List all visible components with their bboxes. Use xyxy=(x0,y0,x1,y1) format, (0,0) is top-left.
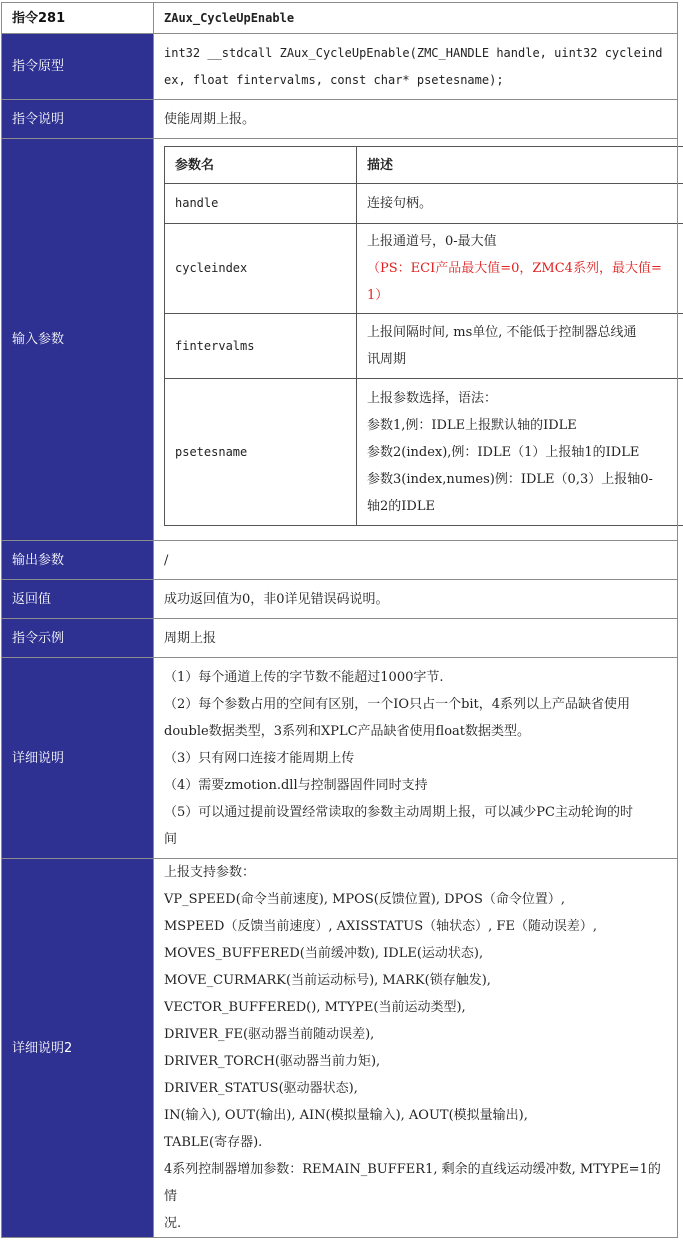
details2-row xyxy=(2,859,678,1238)
details2-line: MOVE_CURMARK(当前运动标号), MARK(锁存触发), xyxy=(164,973,491,988)
param-desc-line: 连接句柄。 xyxy=(367,196,433,211)
param-name: fintervalms xyxy=(165,314,357,379)
param-desc-line: 轴2的IDLE xyxy=(367,498,435,514)
param-note-line: 1） xyxy=(367,288,389,303)
example-label: 指令示例 xyxy=(2,619,154,658)
param-desc-line: 上报间隔时间, ms单位, 不能低于控制器总线通 xyxy=(367,325,637,340)
returns-row xyxy=(2,580,678,619)
col-desc-header: 描述 xyxy=(357,147,683,184)
returns-value: 成功返回值为0，非0详见错误码说明。 xyxy=(154,580,678,619)
param-desc-line: 参数3(index,numes)例：IDLE（0,3）上报轴0- xyxy=(367,471,653,487)
prototype-row xyxy=(2,34,678,100)
returns-label: 返回值 xyxy=(2,580,154,619)
details-line: （1）每个通道上传的字节数不能超过1000字节. xyxy=(164,669,444,685)
param-desc-line: 上报参数选择，语法： xyxy=(367,390,498,406)
details2-line: DRIVER_TORCH(驱动器当前力矩), xyxy=(164,1054,381,1069)
param-row xyxy=(165,379,683,526)
details2-line: MSPEED（反馈当前速度）, AXISSTATUS（轴状态）, FE（随动误差）, xyxy=(164,919,598,934)
param-desc-line: 参数2(index),例：IDLE（1）上报轴1的IDLE xyxy=(367,444,640,460)
details-line: （2）每个参数占用的空间有区别，一个IO只占一个bit，4系列以上产品缺省使用 xyxy=(164,696,631,712)
param-desc xyxy=(357,224,683,314)
inputs-label: 输入参数 xyxy=(2,139,154,541)
param-row xyxy=(165,184,683,224)
param-desc-line: 讯周期 xyxy=(367,352,407,367)
param-note-line: （PS：ECI产品最大值=0，ZMC4系列，最大值= xyxy=(367,261,662,276)
outputs-value: / xyxy=(154,541,678,580)
param-desc xyxy=(357,314,683,379)
param-name: cycleindex xyxy=(165,224,357,314)
details2-line: 况. xyxy=(164,1216,182,1231)
details2-label: 详细说明2 xyxy=(2,859,154,1238)
param-row xyxy=(165,314,683,379)
param-desc xyxy=(357,379,683,526)
details-line: （3）只有网口连接才能周期上传 xyxy=(164,750,355,766)
params-header-row xyxy=(165,147,683,184)
details-line: （5）可以通过提前设置经常读取的参数主动周期上报，可以减少PC主动轮询的时 xyxy=(164,804,633,820)
details2-line: VECTOR_BUFFERED(), MTYPE(当前运动类型), xyxy=(164,1000,466,1015)
inputs-cell xyxy=(154,139,678,541)
param-row xyxy=(165,224,683,314)
details-row xyxy=(2,658,678,859)
details2-line: 4系列控制器增加参数：REMAIN_BUFFER1, 剩余的直线运动缓冲数, MTYPE=1的情 xyxy=(164,1162,661,1204)
details-line: 间 xyxy=(164,831,178,847)
description-value: 使能周期上报。 xyxy=(154,100,678,139)
header-row xyxy=(2,3,678,34)
function-name: ZAux_CycleUpEnable xyxy=(154,3,678,34)
prototype-line: int32 __stdcall ZAux_CycleUpEnable(ZMC_HANDLE handle, uint32 cycleind xyxy=(164,45,663,60)
param-name: handle xyxy=(165,184,357,224)
details2-line: MOVES_BUFFERED(当前缓冲数), IDLE(运动状态), xyxy=(164,946,484,961)
param-desc xyxy=(357,184,683,224)
details2-line: IN(输入), OUT(输出), AIN(模拟量输入), AOUT(模拟量输出), xyxy=(164,1108,528,1123)
details2-line: DRIVER_FE(驱动器当前随动误差), xyxy=(164,1027,375,1042)
col-name-header: 参数名 xyxy=(165,147,357,184)
example-row xyxy=(2,619,678,658)
prototype-value xyxy=(154,34,678,100)
description-label: 指令说明 xyxy=(2,100,154,139)
details2-line: 上报支持参数： xyxy=(164,865,256,880)
prototype-line: ex, float fintervalms, const char* psetesname); xyxy=(164,72,504,87)
api-document xyxy=(1,2,678,1238)
param-desc-line: 参数1,例：IDLE上报默认轴的IDLE xyxy=(367,417,577,433)
params-table xyxy=(164,146,683,526)
outputs-label: 输出参数 xyxy=(2,541,154,580)
details2-value xyxy=(154,859,678,1238)
command-number: 指令281 xyxy=(2,3,154,34)
outputs-row xyxy=(2,541,678,580)
details2-line: DRIVER_STATUS(驱动器状态), xyxy=(164,1081,358,1096)
details-label: 详细说明 xyxy=(2,658,154,859)
inputs-row xyxy=(2,139,678,541)
param-name: psetesname xyxy=(165,379,357,526)
api-table xyxy=(1,2,678,1238)
param-desc-line: 上报通道号，0-最大值 xyxy=(367,234,497,249)
details-value xyxy=(154,658,678,859)
details2-line: TABLE(寄存器). xyxy=(164,1135,263,1150)
description-row xyxy=(2,100,678,139)
details-line: （4）需要zmotion.dll与控制器固件同时支持 xyxy=(164,777,428,793)
prototype-label: 指令原型 xyxy=(2,34,154,100)
example-value: 周期上报 xyxy=(154,619,678,658)
details2-line: VP_SPEED(命令当前速度), MPOS(反馈位置), DPOS（命令位置）, xyxy=(164,892,565,907)
details-line: double数据类型，3系列和XPLC产品缺省使用float数据类型。 xyxy=(164,723,531,739)
